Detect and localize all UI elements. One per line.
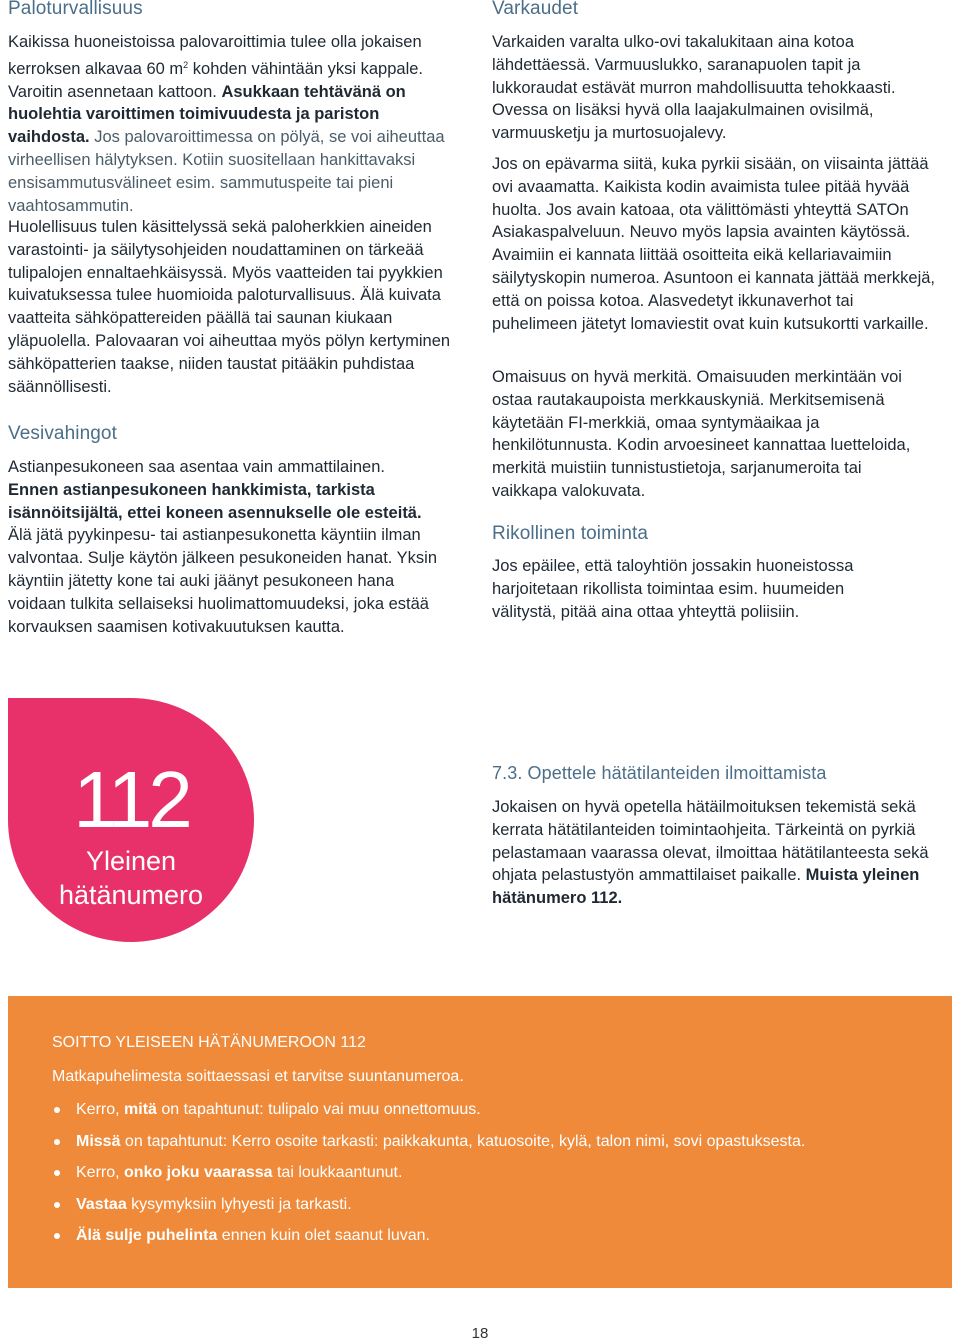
emergency-label: Yleinen hätänumero bbox=[58, 846, 204, 910]
list-item: Kerro, onko joku vaarassa tai loukkaantunut. bbox=[52, 1163, 805, 1183]
bullet-icon bbox=[54, 1107, 60, 1113]
list-item: Älä sulje puhelinta ennen kuin olet saanut luvan. bbox=[52, 1226, 805, 1246]
list-item: Kerro, mitä on tapahtunut: tulipalo vai muu onnettomuus. bbox=[52, 1100, 805, 1120]
theft-paragraph-1: Varkaiden varalta ulko-ovi takalukitaan aina kotoa lähdettäessä. Varmuuslukko, saranapuolen tapit ja lukkoraudat estävät murron mahdollisuutta tehokkaasti. Ovessa on lisäksi hyvä olla laajakulmainen ovisilmä, varmuusketju ja murtosuojalevy. bbox=[492, 33, 896, 143]
list-item: Missä on tapahtunut: Kerro osoite tarkasti: paikkakunta, katuosoite, kylä, talon nimi, sovi opastuksesta. bbox=[52, 1132, 805, 1152]
bullet-icon bbox=[54, 1170, 60, 1176]
heading-fire-safety: Paloturvallisuus bbox=[8, 0, 143, 19]
callbox-title: SOITTO YLEISEEN HÄTÄNUMEROON 112 bbox=[52, 1034, 366, 1051]
list-item: Vastaa kysymyksiin lyhyesti ja tarkasti. bbox=[52, 1195, 805, 1215]
heading-criminal-activity: Rikollinen toiminta bbox=[492, 523, 649, 544]
heading-burglary: Varkaudet bbox=[492, 0, 579, 19]
section-7-3-paragraph: Jokaisen on hyvä opetella hätäilmoituksen tekemistä sekä kerrata hätätilanteiden toimintaohjeita. Tärkeintä on pyrkiä pelastamaan vaarassa olevat, ilmoittaa hätätilanteesta sekä ohjata pelastustyön ammattilaiset paikalle. Muista yleinen hätänumero 112. bbox=[492, 798, 929, 908]
theft-paragraph-2: Jos on epävarma siitä, kuka pyrkii sisään, on viisainta jättää ovi avaamatta. Kaikista kodin avaimista tulee pitää hyvää huolta. Jos avain katoaa, ota välittömästi yhteyttä SATOn Asiakaspalveluun. Neuvo myös lapsia avainten käytössä. Avaimiin ei kannata liittää osoitteita eikä kellariavaimiin säilytyskopin numeroa. Asuntoon ei kannata jättää merkkejä, että on poissa kotoa. Alasvedetyt ikkunaverhot tai puhelimeen jätetyt lomaviestit ovat kuin kutsukortti varkaille. bbox=[492, 155, 936, 333]
water-paragraph: Astianpesukoneen saa asentaa vain ammattilainen. Ennen astianpesukoneen hankkimista, tarkista isännöitsijältä, ettei koneen asennukselle ole esteitä. Älä jätä pyykinpesu- tai astianpesukonetta käyntiin ilman valvontaa. Sulje käytön jälkeen pesukoneiden hanat. Yksin käyntiin jätetty kone tai auki jäänyt pesukoneen hana voidaan tulkita sellaiseksi huolimattomuudeksi, joka estää korvauksen saamisen kotivakuutuksen kautta. bbox=[8, 458, 437, 636]
bullet-icon bbox=[54, 1202, 60, 1208]
emergency-number-badge bbox=[8, 698, 254, 942]
section-7-3 bbox=[492, 762, 942, 910]
fire-paragraph-1: Kaikissa huoneistoissa palovaroittimia tulee olla jokaisen kerroksen alkavaa 60 $m^2$ kohden vähintään yksi kappale. Varoitin asennetaan kattoon. Asukkaan tehtävänä on huolehtia varoittimen toimivuudesta ja pariston vaihdosta. Jos palovaroittimessa on pölyä, se voi aiheuttaa virheellisen hälytyksen. Kotiin suositellaan hankittavaksi ensisammutusvälineet esim. sammutuspeite tai pieni vaahtosammutin. bbox=[8, 33, 445, 215]
callbox-list bbox=[52, 1100, 805, 1258]
bullet-icon bbox=[54, 1139, 60, 1145]
crime-paragraph: Jos epäilee, että taloyhtiön jossakin huoneistossa harjoitetaan rikollista toimintaa esim. huumeiden välitystä, pitää aina ottaa yhteyttä poliisiin. bbox=[492, 557, 854, 621]
section-7-3-title: 7.3. Opettele hätätilanteiden ilmoittamista bbox=[492, 763, 827, 783]
emergency-number: 112 bbox=[73, 755, 189, 844]
page-number: 18 bbox=[471, 1325, 489, 1342]
callbox-intro: Matkapuhelimesta soittaessasi et tarvitse suuntanumeroa. bbox=[52, 1068, 464, 1085]
theft-paragraph-3: Omaisuus on hyvä merkitä. Omaisuuden merkintään voi ostaa rautakaupoista merkkauskyniä. Merkitsemisenä käytetään FI-merkkiä, omaa syntymäaikaa ja henkilötunnusta. Kodin arvoesineet kannattaa luetteloida, merkitä muistiin tunnistustietoja, sarjanumeroita tai vaikkapa valokuvata. bbox=[492, 368, 911, 500]
fire-paragraph-2: Huolellisuus tulen käsittelyssä sekä paloherkkien aineiden varastointi- ja säilytysohjeiden noudattaminen on tärkeää tulipalojen ennaltaehkäisyssä. Myös vaatteiden tai pyykkien kuivatuksessa tulee huomioida paloturvallisuus. Älä kuivata vaatteita sähköpattereiden päällä tai saunan kiukaan yläpuolella. Palovaaran voi aiheuttaa myös pölyn kertyminen sähköpatterien taakse, niiden taustat pitääkin puhdistaa säännöllisesti. bbox=[8, 218, 451, 396]
emergency-call-box bbox=[8, 996, 952, 1288]
bullet-icon bbox=[54, 1233, 60, 1239]
heading-water-damage: Vesivahingot bbox=[8, 423, 117, 444]
